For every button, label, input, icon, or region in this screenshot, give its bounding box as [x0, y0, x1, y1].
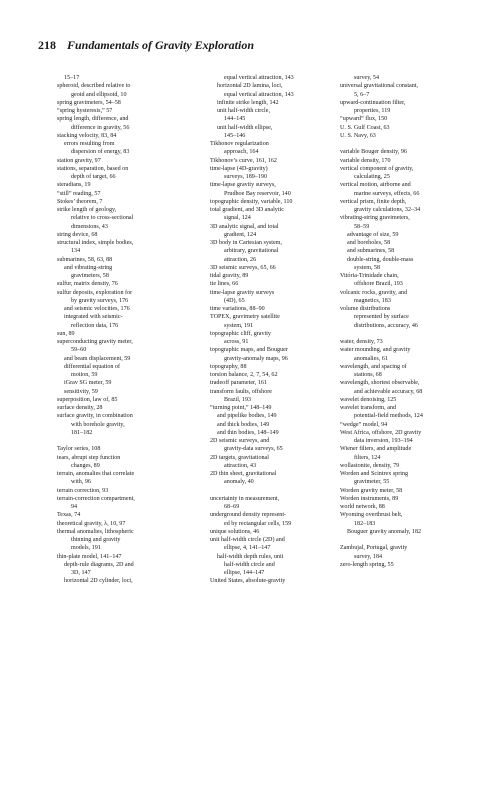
- index-continuation: by gravity surveys, 176: [71, 297, 129, 304]
- index-entry: sulfur, matrix density, 76: [57, 281, 118, 288]
- index-continuation: approach, 164: [224, 149, 259, 156]
- index-continuation: geoid and ellipsoid, 10: [71, 91, 127, 98]
- index-continuation: difference in gravity, 56: [71, 124, 130, 131]
- index-subentry: differential equation of: [64, 363, 121, 370]
- index-continuation: gravity calculations, 32–34: [354, 207, 421, 213]
- index-entry: Tikhonov’s curve, 161, 162: [210, 157, 277, 164]
- index-subentry: and seismic velocities, 176: [64, 306, 130, 312]
- index-subentry: unit half-width ellipse,: [217, 124, 273, 131]
- index-subentry: 15–17: [64, 75, 80, 81]
- index-subentry: sensitivity, 59: [64, 388, 98, 395]
- index-continuation: models, 191: [71, 545, 101, 552]
- index-continuation: Prudhoe Bay reservoir, 140: [224, 190, 291, 197]
- index-entry: West Africa, offshore, 2D gravity: [340, 429, 422, 436]
- index-subentry: and pipelike bodies, 149: [217, 413, 277, 420]
- index-subentry: half-width depth rules, unit: [217, 553, 284, 560]
- index-continuation: gravity-data surveys, 65: [224, 446, 283, 453]
- index-entry: terrain correction, 93: [57, 487, 109, 494]
- index-continuation: arbitrary, gravitational: [224, 248, 279, 255]
- index-entry: wollastonite, density, 79: [340, 462, 400, 469]
- index-continuation: surveys, 189–190: [224, 174, 267, 180]
- index-subentry: iGrav SG meter, 59: [64, 380, 112, 387]
- index-continuation: potential-field methods, 124: [354, 413, 423, 420]
- index-entry: Worden gravity meter, 58: [340, 487, 403, 494]
- index-entry: U. S. Gulf Coast, 63: [340, 124, 390, 131]
- index-entry: strike length of geology,: [57, 207, 117, 213]
- index-entry: tie lines, 66: [210, 281, 239, 288]
- index-entry: Vitória-Trinidade chain,: [340, 273, 399, 279]
- index-continuation: gradient, 124: [224, 231, 257, 238]
- index-entry: tidal gravity, 89: [210, 273, 249, 279]
- index-entry: station gravity, 97: [57, 157, 101, 164]
- index-continuation: properties, 119: [354, 108, 391, 114]
- index-entry: total gradient, and 3D analytic: [210, 207, 284, 213]
- section-gap: [340, 330, 478, 338]
- index-entry: superposition, law of, 85: [57, 396, 118, 403]
- index-continuation: magnetics, 183: [354, 297, 391, 304]
- index-continuation: ed by rectangular cells, 159: [224, 520, 292, 527]
- index-entry: Stokes’ theorem, 7: [57, 198, 103, 205]
- index-subentry: horizontal 2D cylinder, loci,: [64, 578, 133, 585]
- index-continuation: 145–146: [224, 132, 246, 139]
- index-entry: wavelength, shortest observable,: [340, 380, 420, 387]
- index-column-1: [57, 74, 195, 586]
- index-entry: upward-continuation filter,: [340, 99, 406, 106]
- index-entry: wavelet denoising, 125: [340, 396, 397, 403]
- index-continuation: gravity-anomaly maps, 96: [224, 355, 288, 362]
- section-gap: [210, 487, 348, 495]
- index-subentry: and beam displacement, 59: [64, 355, 131, 362]
- index-entry: “still” reading, 57: [57, 190, 101, 197]
- index-subentry: and thin bodies, 148–149: [217, 429, 279, 436]
- page-number: 218: [38, 38, 56, 52]
- index-continuation: depth of target, 66: [71, 174, 116, 180]
- index-continuation: with borehole gravity,: [71, 421, 125, 428]
- index-continuation: signal, 124: [224, 215, 251, 222]
- index-entry: tears, abrupt step function: [57, 454, 121, 461]
- index-continuation: equal vertical attraction, 143: [224, 75, 294, 81]
- index-entry: terrain-correction compartment,: [57, 495, 135, 502]
- index-subentry: infinite strike length, 142: [217, 99, 279, 106]
- index-entry: Worden and Scintrex spring: [340, 471, 409, 477]
- index-entry: water, density, 73: [340, 339, 383, 345]
- index-continuation: and achievable accuracy, 68: [354, 388, 423, 395]
- index-subentry: horizontal 2D lamina, loci,: [217, 83, 283, 90]
- index-entry: unit half-width circle (2D) and: [210, 537, 285, 543]
- index-entry: Worden instruments, 89: [340, 495, 399, 502]
- index-entry: topography, 88: [210, 363, 247, 370]
- index-entry: time-lapse gravity surveys,: [210, 182, 276, 189]
- index-entry: volcanic rocks, gravity, and: [340, 289, 408, 296]
- index-continuation: half-width circle and: [224, 561, 275, 568]
- index-subentry: advantage of size, 59: [347, 231, 399, 238]
- index-entry: variable density, 170: [340, 157, 391, 164]
- index-continuation: survey, 54: [354, 75, 379, 81]
- index-entry: unique solutions, 46: [210, 528, 260, 535]
- index-continuation: filters, 124: [354, 454, 381, 461]
- index-entry: Tikhonov regularization: [210, 141, 269, 147]
- index-entry: thin-plate model, 141–147: [57, 553, 122, 560]
- index-entry: Zambujal, Portugal, gravity: [340, 545, 408, 552]
- index-continuation: 58–59: [354, 223, 370, 230]
- index-entry: variable Bouger density, 96: [340, 149, 407, 156]
- index-entry: spring length, difference, and: [57, 116, 129, 123]
- index-continuation: stations, 68: [354, 372, 382, 378]
- index-entry: 3D analytic signal, and total: [210, 223, 279, 230]
- index-continuation: dispersion of energy, 83: [71, 149, 130, 156]
- index-entry: “wedge” model, 94: [340, 421, 388, 428]
- index-entry: “turning point,” 148–149: [210, 405, 272, 411]
- index-entry: topographic density, variable, 110: [210, 198, 293, 205]
- index-continuation: calculating, 25: [354, 174, 390, 180]
- index-entry: torsion balance, 2, 7, 54, 62: [210, 372, 278, 378]
- index-subentry: and submarines, 58: [347, 248, 395, 255]
- index-entry: tradeoff parameter, 161: [210, 380, 267, 387]
- index-entry: string device, 68: [57, 231, 98, 238]
- index-continuation: 134: [71, 248, 81, 255]
- index-entry: spring gravimeters, 54–58: [57, 99, 121, 106]
- index-subentry: and vibrating-string: [64, 264, 113, 271]
- index-continuation: Brazil, 193: [224, 396, 252, 403]
- index-entry: universal gravitational constant,: [340, 83, 419, 90]
- running-header: [38, 38, 254, 53]
- index-entry: 3D body in Cartesian system,: [210, 240, 282, 246]
- index-continuation: attraction, 26: [224, 256, 257, 263]
- index-entry: TOPEX, gravimetry satellite: [210, 314, 280, 321]
- index-continuation: gravimeters, 58: [71, 273, 109, 279]
- index-entry: time-lapse gravity surveys: [210, 289, 275, 296]
- index-continuation: 68–69: [224, 504, 240, 510]
- index-entry: steradians, 19: [57, 182, 91, 189]
- index-subentry: depth-rule diagrams, 2D and: [64, 561, 134, 568]
- index-entry: underground density represent-: [210, 512, 287, 519]
- index-continuation: relative to cross-sectional: [71, 215, 134, 222]
- index-entry: spheroid, described relative to: [57, 83, 131, 90]
- index-entry: stacking velocity, 83, 84: [57, 132, 117, 139]
- index-column-2: [210, 74, 348, 586]
- index-continuation: ellipse, 144–147: [224, 570, 265, 576]
- index-entry: volume distributions: [340, 306, 391, 312]
- index-continuation: reflection data, 176: [71, 322, 119, 329]
- index-continuation: changes, 89: [71, 462, 100, 469]
- index-continuation: 144–145: [224, 116, 246, 123]
- index-continuation: 59–60: [71, 347, 87, 354]
- index-continuation: anomaly, 40: [224, 479, 254, 486]
- index-entry: submarines, 58, 63, 88: [57, 256, 113, 263]
- index-continuation: system, 191: [224, 322, 254, 329]
- index-subentry: Bouguer gravity anomaly, 182: [347, 528, 422, 535]
- index-subentry: unit half-width circle,: [217, 108, 270, 114]
- index-entry: 3D seismic surveys, 65, 66: [210, 264, 276, 271]
- index-entry: “upward” flux, 150: [340, 116, 388, 123]
- index-entry: topographic cliff, gravity: [210, 330, 271, 337]
- index-subentry: double-string, double-mass: [347, 256, 414, 263]
- index-continuation: marine surveys, effects, 66: [354, 190, 420, 197]
- index-entry: time-lapse (4D-gravity): [210, 165, 268, 172]
- index-entry: United States, absolute-gravity: [210, 578, 286, 585]
- index-continuation: ellipse, 4, 141–147: [224, 545, 271, 552]
- index-entry: transform faults, offshore: [210, 388, 272, 395]
- index-entry: wavelength, and spacing of: [340, 363, 407, 370]
- index-entry: vertical prism, finite depth,: [340, 198, 407, 205]
- index-continuation: data inversion, 193–194: [354, 438, 413, 444]
- index-continuation: thinning and gravity: [71, 537, 121, 543]
- index-continuation: 5, 6–7: [354, 91, 370, 98]
- index-continuation: 182–183: [354, 520, 376, 527]
- index-subentry: errors resulting from: [64, 141, 115, 147]
- index-entry: zero-length spring, 55: [340, 561, 394, 568]
- index-entry: wavelet transform, and: [340, 405, 397, 411]
- index-entry: 2D seismic surveys, and: [210, 438, 270, 444]
- index-entry: stations, separation, based on: [57, 165, 129, 172]
- index-entry: world network, 88: [340, 504, 385, 510]
- index-continuation: across, 91: [224, 339, 249, 345]
- index-entry: superconducting gravity meter,: [57, 339, 133, 345]
- index-continuation: distributions, accuracy, 46: [354, 322, 418, 329]
- index-column-3: [340, 74, 478, 569]
- index-subentry: and thick bodies, 149: [217, 421, 270, 428]
- index-continuation: 181–182: [71, 429, 93, 436]
- index-entry: vertical motion, airborne and: [340, 182, 411, 189]
- index-continuation: with, 96: [71, 479, 91, 486]
- index-entry: Wiener filters, and amplitude: [340, 446, 412, 453]
- index-continuation: dimensions, 43: [71, 223, 108, 230]
- index-entry: sun, 89: [57, 330, 75, 337]
- index-entry: terrain, anomalies that correlate: [57, 471, 135, 477]
- index-continuation: (4D), 65: [224, 297, 245, 304]
- index-entry: Texas, 74: [57, 512, 81, 519]
- index-continuation: 3D, 147: [71, 570, 91, 576]
- section-gap: [340, 140, 478, 148]
- index-entry: “spring hysteresis,” 57: [57, 108, 113, 114]
- index-entry: 2D targets, gravitational: [210, 454, 269, 461]
- index-continuation: attraction, 43: [224, 462, 257, 469]
- index-continuation: anomalies, 61: [354, 355, 388, 362]
- index-continuation: gravimeter, 55: [354, 479, 390, 486]
- index-entry: structural index, simple bodies,: [57, 240, 134, 246]
- index-entry: water mounding, and gravity: [340, 347, 411, 354]
- index-entry: thermal anomalies, lithospheric: [57, 528, 134, 535]
- index-entry: Taylor series, 108: [57, 446, 101, 453]
- index-continuation: 94: [71, 504, 78, 510]
- book-title: Fundamentals of Gravity Exploration: [67, 38, 255, 52]
- index-entry: surface density, 28: [57, 405, 103, 411]
- index-continuation: represented by surface: [354, 314, 409, 321]
- index-continuation: equal vertical attraction, 143: [224, 91, 294, 98]
- index-entry: theoretical gravity, λ, 10, 97: [57, 520, 126, 527]
- index-entry: 2D thin sheet, gravitational: [210, 471, 277, 477]
- index-entry: uncertainty in measurement,: [210, 495, 280, 502]
- index-entry: sulfur deposits, exploration for: [57, 289, 133, 296]
- section-gap: [340, 536, 478, 544]
- index-entry: U. S. Navy, 63: [340, 132, 376, 139]
- index-continuation: survey, 184: [354, 553, 383, 560]
- index-entry: time variations, 88–90: [210, 306, 265, 312]
- index-entry: surface gravity, in combination: [57, 413, 133, 420]
- section-gap: [57, 437, 195, 445]
- index-continuation: system, 58: [354, 264, 381, 271]
- index-continuation: motion, 59: [71, 372, 98, 378]
- index-subentry: and boreholes, 58: [347, 240, 391, 246]
- index-entry: Wyoming overthrust belt,: [340, 512, 403, 519]
- index-entry: vertical component of gravity,: [340, 165, 414, 172]
- index-entry: topographic maps, and Bouguer: [210, 347, 288, 354]
- index-continuation: offshore Brazil, 193: [354, 281, 403, 288]
- index-entry: vibrating-string gravimeters,: [340, 215, 410, 222]
- index-subentry: integrated with seismic-: [64, 314, 123, 321]
